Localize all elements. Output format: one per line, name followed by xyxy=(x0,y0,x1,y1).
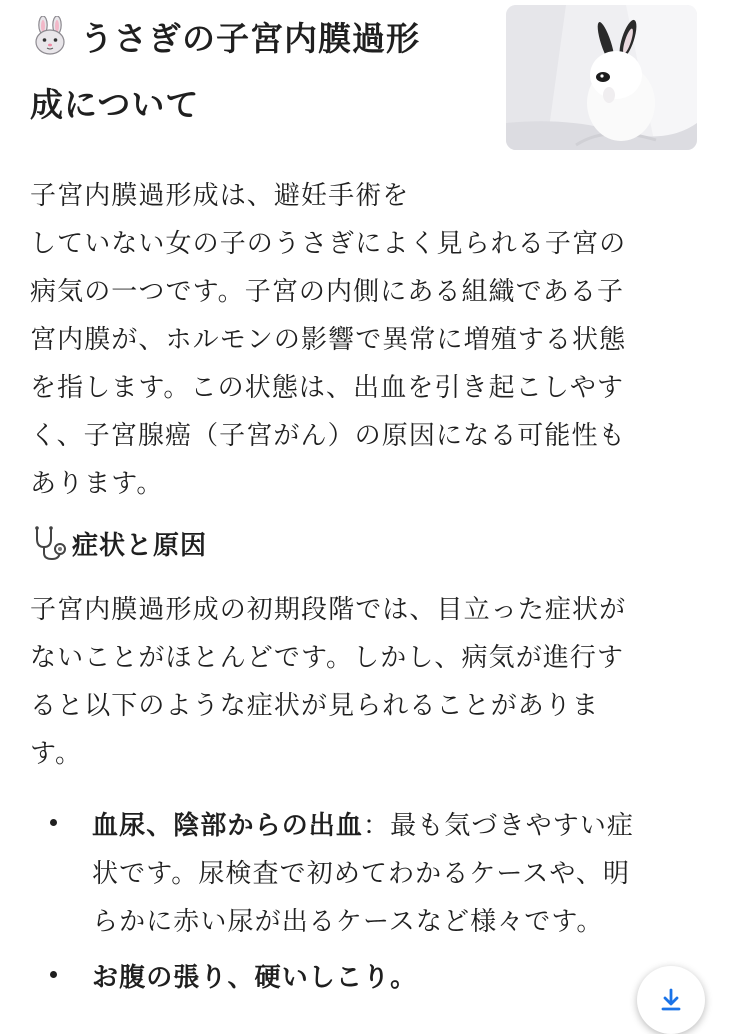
list-item-line: 状です。尿検査で初めてわかるケースや、明 xyxy=(92,859,631,889)
list-item-title: 血尿、陰部からの出血 xyxy=(92,811,364,841)
list-item-text: 。 xyxy=(390,963,418,993)
intro-line: く、子宮腺癌（子宮がん）の原因になる可能性も xyxy=(30,421,626,451)
intro-line: あります。 xyxy=(30,469,164,499)
title-line-2: 成について xyxy=(30,85,200,124)
intro-line: 宮内膜が、ホルモンの影響で異常に増殖する状態 xyxy=(30,325,627,355)
stethoscope-icon xyxy=(30,523,70,563)
title-line-1: うさぎの子宮内膜過形 xyxy=(80,19,420,58)
intro-line: していない女の子のうさぎによく見られる子宮の xyxy=(30,229,627,259)
list-item-title: お腹の張り、硬いしこり xyxy=(92,963,391,993)
intro-paragraph xyxy=(30,172,705,508)
download-arrow-icon xyxy=(658,987,684,1013)
intro-line: 子宮内膜過形成は、避妊手術を xyxy=(30,181,410,211)
list-item-text: ：最も気づきやすい症 xyxy=(363,811,635,841)
rabbit-face-icon xyxy=(30,16,70,56)
symptoms-paragraph xyxy=(30,586,705,778)
list-item-line: らかに赤い尿が出るケースなど様々です。 xyxy=(92,907,604,937)
bullet-dot xyxy=(50,819,57,826)
symptoms-line: ないことがほとんどです。しかし、病気が進行す xyxy=(30,643,625,673)
symptoms-line: 子宮内膜過形成の初期段階では、目立った症状が xyxy=(30,595,627,625)
symptoms-line: す。 xyxy=(30,739,83,769)
page-title xyxy=(30,6,490,138)
symptoms-line: ると以下のような症状が見られることがありま xyxy=(30,691,600,721)
section-heading-label: 症状と原因 xyxy=(72,530,208,561)
intro-line: 病気の一つです。子宮の内側にある組織である子 xyxy=(30,277,625,307)
bullet-dot xyxy=(50,971,57,978)
list-item-line xyxy=(92,954,702,1002)
intro-line: を指します。この状態は、出血を引き起こしやす xyxy=(30,373,625,403)
section-heading xyxy=(30,519,207,567)
list-item-line xyxy=(92,802,702,850)
white-rabbit-photo[interactable] xyxy=(506,5,697,150)
